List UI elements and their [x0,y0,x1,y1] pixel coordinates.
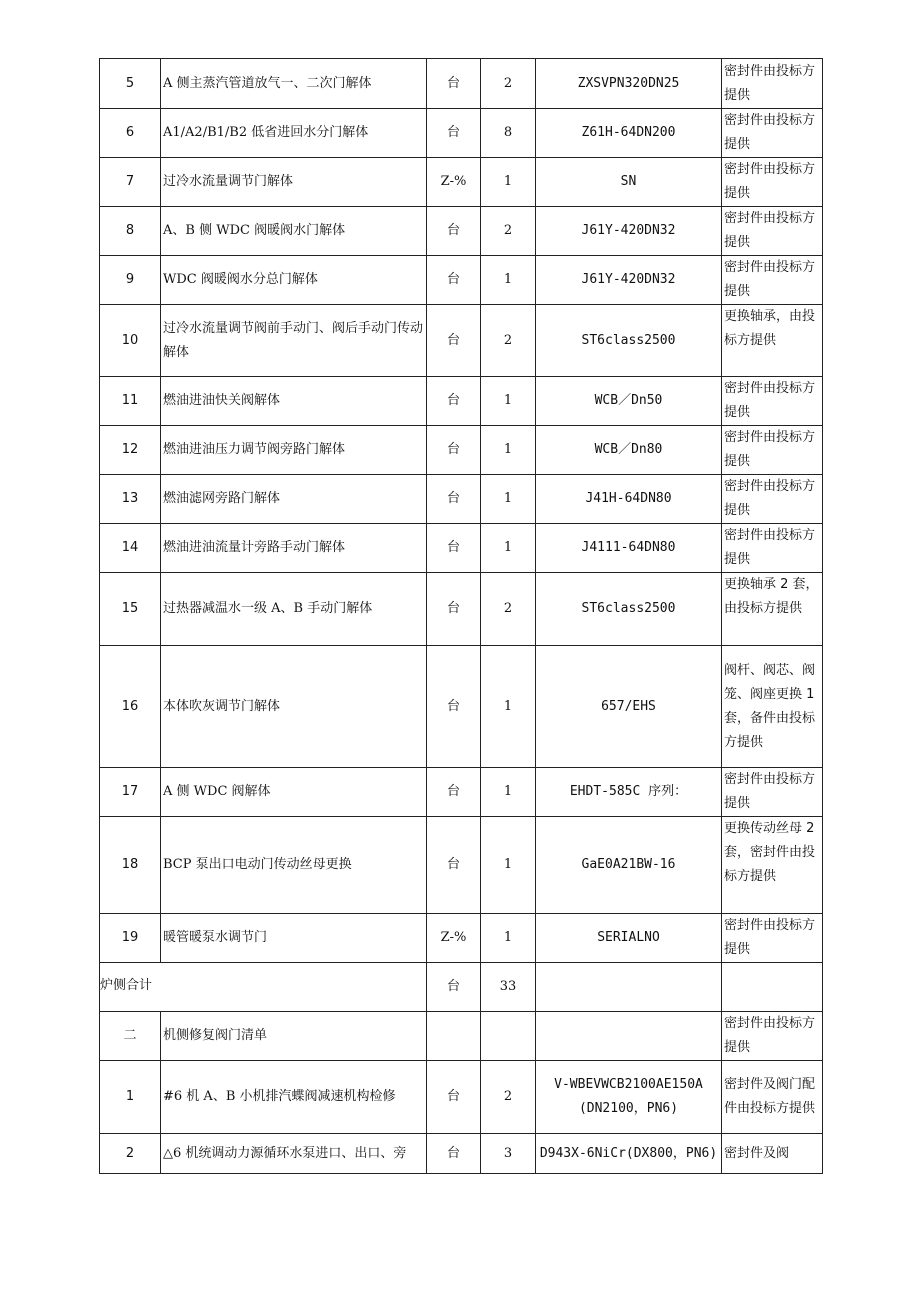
valve-repair-table [99,58,823,1174]
item-quantity: 1 [481,256,536,305]
table-row [100,59,823,109]
empty-cell [536,963,722,1012]
item-unit: 台 [427,768,481,817]
item-name: 燃油进油压力调节阀旁路门解体 [161,426,427,475]
item-name: 过冷水流量调节阀前手动门、阀后手动门传动解体 [161,305,427,377]
table-row [100,1061,823,1134]
item-name: 燃油进油流量计旁路手动门解体 [161,524,427,573]
item-remark: 密封件由投标方提供 [722,768,823,817]
table-row [100,1134,823,1174]
item-remark: 密封件由投标方提供 [722,524,823,573]
item-model: WCB／Dn50 [536,377,722,426]
item-name: 过热器减温水一级 A、B 手动门解体 [161,573,427,646]
row-number: 9 [100,256,161,305]
subtotal-label: 炉侧合计 [100,963,427,1012]
row-number: 1 [100,1061,161,1134]
table-row [100,426,823,475]
item-model: SERIALNO [536,914,722,963]
item-name: A 侧 WDC 阀解体 [161,768,427,817]
row-number: 10 [100,305,161,377]
item-name: 燃油进油快关阀解体 [161,377,427,426]
item-model: EHDT-585C 序列： [536,768,722,817]
item-unit: 台 [427,426,481,475]
section-title: 机侧修复阀门清单 [161,1012,427,1061]
row-number: 17 [100,768,161,817]
item-name: #6 机 A、B 小机排汽蝶阀减速机构检修 [161,1061,427,1134]
item-remark: 更换传动丝母 2 套，密封件由投标方提供 [722,817,823,914]
item-name: A、B 侧 WDC 阀暖阀水门解体 [161,207,427,256]
item-model: ST6class2500 [536,305,722,377]
table-row [100,256,823,305]
item-remark: 更换轴承 2 套，由投标方提供 [722,573,823,646]
table-row [100,158,823,207]
item-remark: 密封件及阀门配件由投标方提供 [722,1061,823,1134]
item-name: △6 机统调动力源循环水泵进口、出口、旁 [161,1134,427,1174]
item-remark: 密封件由投标方提供 [722,256,823,305]
table-row [100,109,823,158]
row-number: 19 [100,914,161,963]
row-number: 15 [100,573,161,646]
item-unit: 台 [427,1061,481,1134]
item-quantity: 1 [481,475,536,524]
item-unit: 台 [427,256,481,305]
item-remark: 密封件由投标方提供 [722,158,823,207]
item-remark: 密封件及阀 [722,1134,823,1174]
row-number: 5 [100,59,161,109]
table-row [100,914,823,963]
item-model: 657/EHS [536,646,722,768]
table-row [100,768,823,817]
item-unit: 台 [427,817,481,914]
item-model [536,1061,722,1134]
item-remark: 密封件由投标方提供 [722,59,823,109]
item-model: D943X-6NiCr(DX800，PN6) [536,1134,722,1174]
item-quantity: 1 [481,646,536,768]
item-quantity: 1 [481,426,536,475]
table-row [100,524,823,573]
item-unit: 台 [427,109,481,158]
row-number: 12 [100,426,161,475]
item-model: ZXSVPN320DN25 [536,59,722,109]
item-remark: 密封件由投标方提供 [722,377,823,426]
row-number: 8 [100,207,161,256]
item-model: J41H-64DN80 [536,475,722,524]
item-unit: 台 [427,59,481,109]
subtotal-row [100,963,823,1012]
item-model: WCB／Dn80 [536,426,722,475]
item-unit: 台 [427,377,481,426]
item-model: J61Y-420DN32 [536,256,722,305]
item-unit: 台 [427,475,481,524]
item-model: GaE0A21BW-16 [536,817,722,914]
item-unit: Z-% [427,914,481,963]
section-number: 二 [100,1012,161,1061]
item-quantity: 1 [481,524,536,573]
row-number: 18 [100,817,161,914]
item-name: A 侧主蒸汽管道放气一、二次门解体 [161,59,427,109]
item-name: A1/A2/B1/B2 低省进回水分门解体 [161,109,427,158]
empty-cell [536,1012,722,1061]
item-model: J4111-64DN80 [536,524,722,573]
item-unit: Z-% [427,158,481,207]
item-name: 燃油滤网旁路门解体 [161,475,427,524]
item-quantity: 1 [481,768,536,817]
item-unit: 台 [427,207,481,256]
section-header-row [100,1012,823,1061]
item-remark: 更换轴承，由投标方提供 [722,305,823,377]
item-remark: 密封件由投标方提供 [722,475,823,524]
item-remark: 阀杆、阀芯、阀笼、阀座更换 1 套，备件由投标方提供 [722,646,823,768]
item-quantity: 2 [481,207,536,256]
subtotal-unit: 台 [427,963,481,1012]
item-quantity: 2 [481,573,536,646]
item-quantity: 8 [481,109,536,158]
empty-cell [722,963,823,1012]
table-row [100,475,823,524]
item-quantity: 1 [481,817,536,914]
item-name: BCP 泵出口电动门传动丝母更换 [161,817,427,914]
item-quantity: 3 [481,1134,536,1174]
table-row [100,646,823,768]
item-quantity: 2 [481,305,536,377]
item-name: WDC 阀暖阀水分总门解体 [161,256,427,305]
row-number: 2 [100,1134,161,1174]
item-name: 过冷水流量调节门解体 [161,158,427,207]
item-quantity: 2 [481,59,536,109]
subtotal-quantity: 33 [481,963,536,1012]
row-number: 11 [100,377,161,426]
empty-cell [481,1012,536,1061]
item-remark: 密封件由投标方提供 [722,207,823,256]
item-name: 暖管暖泵水调节门 [161,914,427,963]
table-row [100,573,823,646]
row-number: 7 [100,158,161,207]
item-unit: 台 [427,305,481,377]
empty-cell [427,1012,481,1061]
item-quantity: 1 [481,377,536,426]
row-number: 14 [100,524,161,573]
table-row [100,377,823,426]
item-name: 本体吹灰调节门解体 [161,646,427,768]
item-remark: 密封件由投标方提供 [722,426,823,475]
model-line-2: (DN2100，PN6) [578,1101,679,1116]
table-row [100,207,823,256]
item-model: J61Y-420DN32 [536,207,722,256]
item-unit: 台 [427,524,481,573]
item-quantity: 1 [481,914,536,963]
row-number: 6 [100,109,161,158]
item-unit: 台 [427,646,481,768]
row-number: 13 [100,475,161,524]
item-quantity: 2 [481,1061,536,1134]
item-unit: 台 [427,573,481,646]
model-line-1: V-WBEVWCB2100AE150A [554,1077,703,1092]
item-remark: 密封件由投标方提供 [722,914,823,963]
item-remark: 密封件由投标方提供 [722,109,823,158]
item-model: SN [536,158,722,207]
item-model: ST6class2500 [536,573,722,646]
table-row [100,817,823,914]
table-row [100,305,823,377]
item-quantity: 1 [481,158,536,207]
row-number: 16 [100,646,161,768]
section-remark: 密封件由投标方提供 [722,1012,823,1061]
item-unit: 台 [427,1134,481,1174]
item-model: Z61H-64DN200 [536,109,722,158]
